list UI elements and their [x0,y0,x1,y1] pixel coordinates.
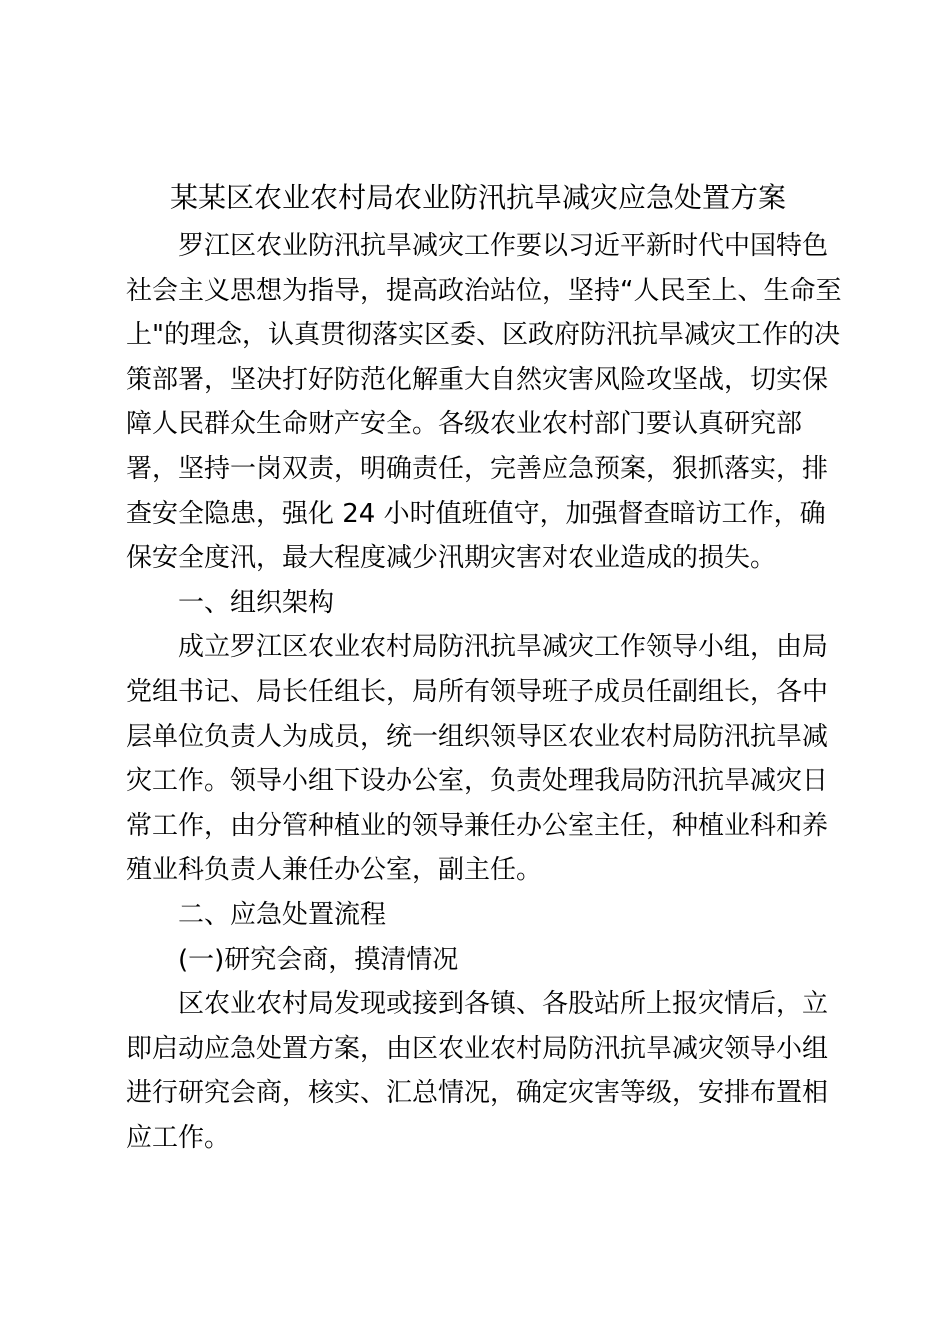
consultation-paragraph [126,982,830,1160]
consultation-line: 进行研究会商，核实、汇总情况，确定灾害等级，安排布置相 [126,1078,829,1109]
intro-line: 保安全度汛，最大程度减少汛期灾害对农业造成的损失。 [126,543,777,574]
document-title: 某某区农业农村局农业防汛抗旱减灾应急处置方案 [169,181,786,214]
document-body [126,224,842,1160]
intro-paragraph [126,224,842,581]
subsection-heading-consultation: (一)研究会商，摸清情况 [178,944,459,975]
intro-line: 社会主义思想为指导，提高政治站位，坚持“人民至上、生命至 [126,275,842,306]
intro-line: 策部署，坚决打好防范化解重大自然灾害风险攻坚战，切实保 [126,364,829,395]
consultation-line: 即启动应急处置方案，由区农业农村局防汛抗旱减灾领导小组 [126,1033,829,1064]
intro-line: 障人民群众生命财产安全。各级农业农村部门要认真研究部 [126,409,803,440]
organization-paragraph [126,625,830,893]
section-heading-organization: 一、组织架构 [178,587,335,618]
organization-line: 殖业科负责人兼任办公室，副主任。 [126,855,543,886]
organization-line: 灾工作。领导小组下设办公室，负责处理我局防汛抗旱减灾日 [126,766,829,797]
organization-line: 党组书记、局长任组长，局所有领导班子成员任副组长，各中 [126,676,829,707]
intro-line: 罗江区农业防汛抗旱减灾工作要以习近平新时代中国特色 [178,231,829,261]
intro-line: 署，坚持一岗双责，明确责任，完善应急预案，狠抓落实，排 [126,453,829,484]
intro-line: 上"的理念，认真贯彻落实区委、区政府防汛抗旱减灾工作的决 [126,320,840,351]
consultation-line: 应工作。 [126,1122,231,1153]
section-heading-emergency-process: 二、应急处置流程 [178,899,387,930]
organization-line: 层单位负责人为成员，统一组织领导区农业农村局防汛抗旱减 [126,721,829,752]
organization-line: 成立罗江区农业农村局防汛抗旱减灾工作领导小组，由局 [178,632,829,663]
consultation-line: 区农业农村局发现或接到各镇、各股站所上报灾情后，立 [178,989,829,1020]
organization-line: 常工作，由分管种植业的领导兼任办公室主任，种植业科和养 [126,810,829,841]
intro-line: 查安全隐患，强化 24 小时值班值守，加强督查暗访工作，确 [126,498,826,529]
